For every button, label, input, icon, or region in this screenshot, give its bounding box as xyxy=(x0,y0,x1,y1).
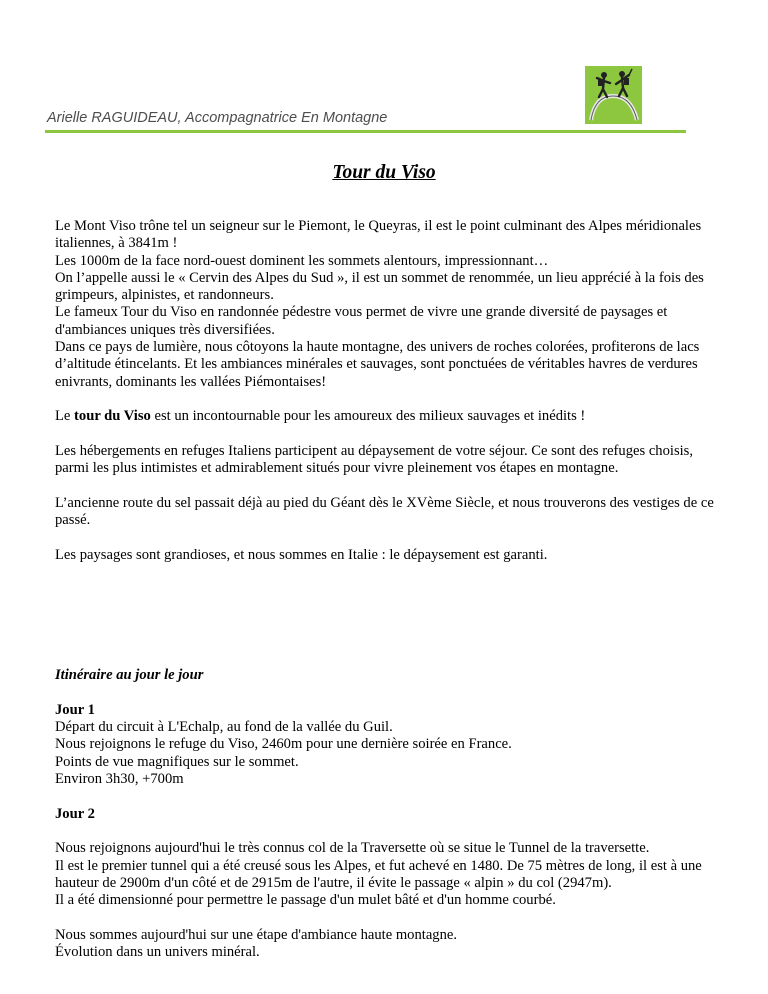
day-line: Départ du circuit à L'Echalp, au fond de la vallée du Guil. xyxy=(55,719,393,736)
intro-line: Dans ce pays de lumière, nous côtoyons la haute montagne, des univers de roches colorées, profiterons de lacs d’altitude étincelants. Et les ambiances minérales et sauvages, sont ponctuées de véritables havres de verdures enivrants, dominants les vallées Piémontaises! xyxy=(55,339,700,390)
day-2-heading: Jour 2 xyxy=(55,805,95,822)
day-line: Nous sommes aujourd'hui sur une étape d'ambiance haute montagne. xyxy=(55,926,458,943)
paragraph: Les hébergements en refuges Italiens participent au dépaysement de votre séjour. Ce sont des refuges choisis, parmi les plus intimistes et admirablement situés pour vivre pleinement vos étapes en montagne. xyxy=(55,442,694,477)
day-line: Il a été dimensionné pour permettre le passage d'un mulet bâté et d'un homme courbé. xyxy=(55,892,556,909)
day-line: Il est le premier tunnel qui a été creusé sous les Alpes, et fut achevé en 1480. De 75 mètres de long, il est à une hauteur de 2900m d'un côté et de 2915m de l'autre, il évite le passage « alpin » du col (2947m). xyxy=(55,857,702,891)
day-line: Points de vue magnifiques sur le sommet. xyxy=(55,753,299,770)
intro-line: Le Mont Viso trône tel un seigneur sur le Piemont, le Queyras, il est le point culminant des Alpes méridionales italiennes, à 3841m ! xyxy=(55,218,702,252)
day-1-heading: Jour 1 xyxy=(55,701,95,718)
itinerary-heading: Itinéraire au jour le jour xyxy=(55,667,204,684)
day-line: Évolution dans un univers minéral. xyxy=(55,943,260,960)
intro-line: Les 1000m de la face nord-ouest dominent les sommets alentours, impressionnant… xyxy=(55,252,549,269)
day-line: Environ 3h30, +700m xyxy=(55,771,184,788)
document-body xyxy=(55,218,720,961)
intro-line: On l’appelle aussi le « Cervin des Alpes du Sud », il est un sommet de renommée, un lieu apprécié à la fois des grimpeurs, alpinistes, et randonneurs. xyxy=(55,269,704,304)
two-hikers-logo-icon xyxy=(585,66,642,124)
intro-line: Le fameux Tour du Viso en randonnée pédestre vous permet de vivre une grande diversité de paysages et d'ambiances uniques très diversifiées. xyxy=(55,304,668,338)
highlight-paragraph: Le tour du Viso est un incontournable pour les amoureux des milieux sauvages et inédits ! xyxy=(55,408,586,425)
paragraph: Les paysages sont grandioses, et nous sommes en Italie : le dépaysement est garanti. xyxy=(55,546,548,563)
highlight-bold: tour du Viso xyxy=(74,408,151,425)
page-title: Tour du Viso xyxy=(332,162,436,183)
paragraph: L’ancienne route du sel passait déjà au pied du Géant dès le XVème Siècle, et nous trouverons des vestiges de ce passé. xyxy=(55,494,714,529)
day-line: Nous rejoignons le refuge du Viso, 2460m pour une dernière soirée en France. xyxy=(55,736,512,753)
author-header: Arielle RAGUIDEAU, Accompagnatrice En Montagne xyxy=(47,110,388,126)
header-divider xyxy=(45,130,686,133)
day-line: Nous rejoignons aujourd'hui le très connus col de la Traversette où se situe le Tunnel de la traversette. xyxy=(55,840,650,857)
